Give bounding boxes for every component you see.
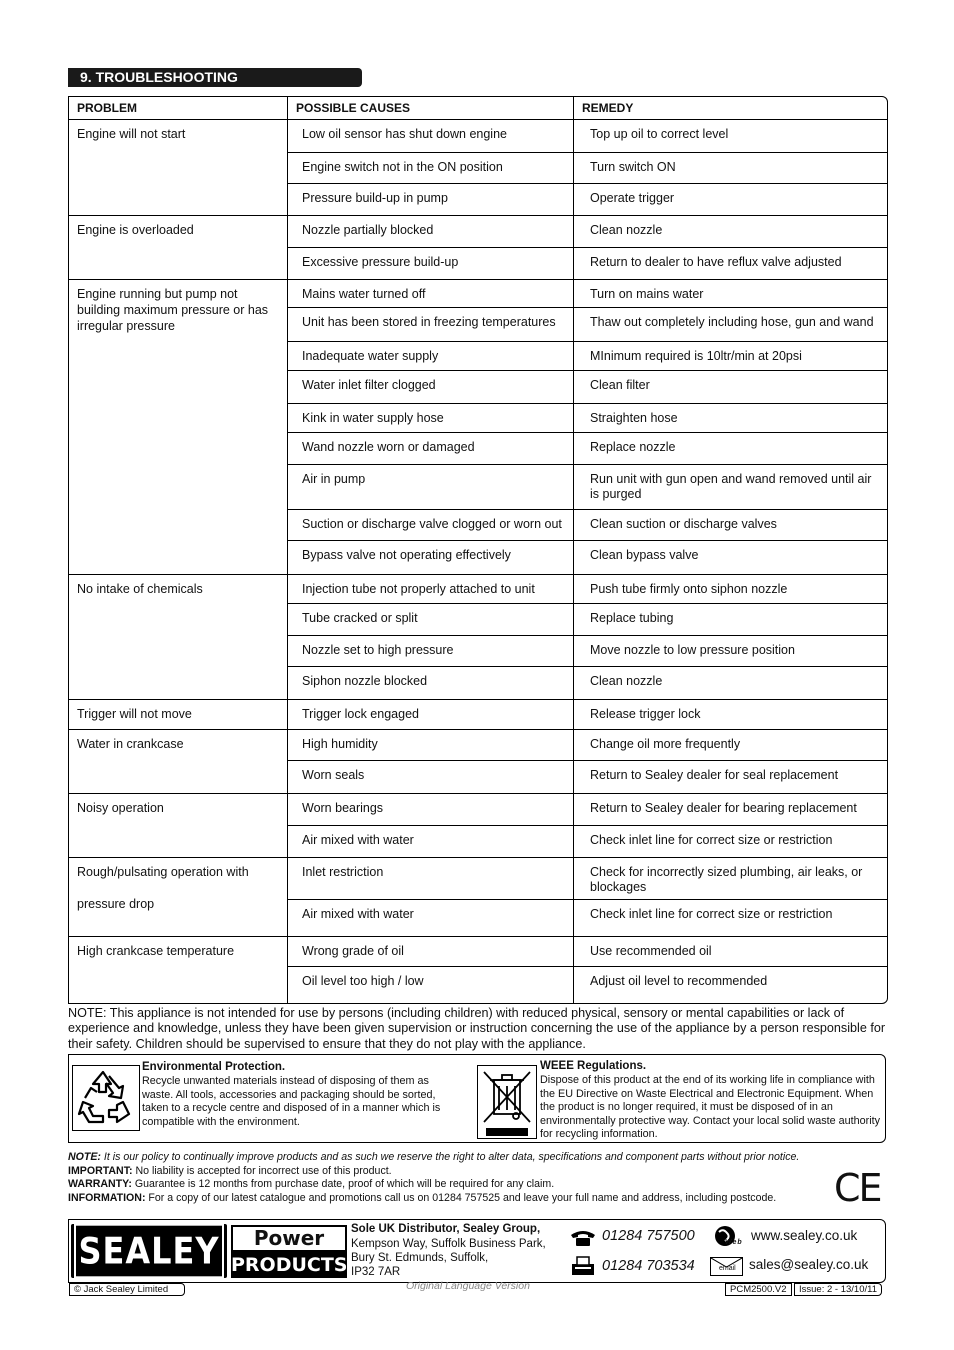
cause-cell: Siphon nozzle blocked	[288, 667, 574, 699]
weee-title: WEEE Regulations.	[540, 1060, 647, 1072]
remedy-cell: Straighten hose	[590, 411, 678, 425]
cause-cell: Air mixed with water	[288, 826, 574, 857]
warranty-line	[68, 1178, 848, 1192]
address-line-3: IP32 7AR	[351, 1266, 401, 1278]
language-note: Original Language Version	[406, 1280, 530, 1292]
table-row	[288, 248, 887, 279]
table-row	[288, 794, 887, 826]
cause-cell: Suction or discharge valve clogged or worn out	[288, 510, 574, 540]
address-line-1: Kempson Way, Suffolk Business Park,	[351, 1238, 546, 1250]
crossed-bin-icon	[477, 1065, 537, 1139]
table-row	[288, 700, 887, 729]
web-icon-label: Web	[725, 1239, 743, 1246]
section-title: 9. TROUBLESHOOTING	[80, 69, 238, 85]
table-row	[288, 433, 887, 465]
cause-remedy-rows	[288, 794, 887, 857]
address-line-2: Bury St. Edmunds, Suffolk,	[351, 1252, 489, 1264]
cause-cell: Water inlet filter clogged	[288, 371, 574, 403]
remedy-cell: MInimum required is 10ltr/min at 20psi	[590, 349, 802, 363]
header-causes: POSSIBLE CAUSES	[288, 97, 574, 119]
remedy-cell: Run unit with gun open and wand removed until air is purged	[590, 472, 872, 501]
disclaimers	[68, 1151, 848, 1205]
cause-cell: Oil level too high / low	[288, 967, 574, 1003]
cause-remedy-rows	[288, 937, 887, 1003]
recycle-icon	[72, 1065, 140, 1131]
table-row	[288, 575, 887, 604]
phone-number: 01284 757500	[602, 1228, 695, 1244]
remedy-cell: Operate trigger	[590, 191, 675, 205]
ce-mark: CE	[834, 1166, 881, 1210]
cause-cell: Pressure build-up in pump	[288, 184, 574, 215]
problem-group	[69, 858, 887, 937]
remedy-cell: Check for incorrectly sized plumbing, air leaks, or blockages	[590, 865, 863, 894]
table-row	[288, 153, 887, 184]
table-row	[288, 967, 887, 1003]
cause-cell: Bypass valve not operating effectively	[288, 541, 574, 574]
warranty-text: Guarantee is 12 months from purchase date, proof of which will be required for any claim.	[131, 1178, 555, 1191]
email-link[interactable]: sales@sealey.co.uk	[749, 1257, 869, 1272]
remedy-cell: Clean nozzle	[590, 223, 663, 237]
cause-cell: Worn seals	[288, 761, 574, 793]
remedy-cell: Adjust oil level to recommended	[590, 974, 768, 988]
table-row	[288, 216, 887, 248]
cause-remedy-rows	[288, 575, 887, 699]
table-row	[288, 184, 887, 215]
remedy-cell: Turn switch ON	[590, 160, 676, 174]
problem-group	[69, 937, 887, 1003]
header-remedy: REMEDY	[582, 101, 634, 115]
cause-cell: High humidity	[288, 730, 574, 760]
problem-group	[69, 700, 887, 730]
cause-cell: Inadequate water supply	[288, 342, 574, 370]
model-tag: PCM2500.V2	[725, 1283, 792, 1296]
table-row	[288, 826, 887, 857]
cause-cell: Injection tube not properly attached to unit	[288, 575, 574, 603]
remedy-cell: Release trigger lock	[590, 707, 701, 721]
table-row	[288, 342, 887, 371]
website-link[interactable]: www.sealey.co.uk	[751, 1228, 858, 1243]
table-row	[288, 510, 887, 541]
problem-group	[69, 216, 887, 280]
problem-cell: High crankcase temperature	[69, 937, 288, 1003]
problem-group	[69, 280, 887, 575]
environmental-text: Recycle unwanted materials instead of disposing of them as waste. All tools, accessories and packaging should be sorted, taken to a recycle centre and disposed of in a manner which is compatible with the environment.	[142, 1075, 441, 1128]
table-row	[288, 730, 887, 761]
problem-cell: Noisy operation	[69, 794, 288, 857]
troubleshooting-table	[68, 96, 888, 1004]
remedy-cell: Use recommended oil	[590, 944, 712, 958]
problem-cell: No intake of chemicals	[69, 575, 288, 699]
power-logo-text: Power	[231, 1225, 347, 1252]
table-row	[288, 371, 887, 404]
cause-remedy-rows	[288, 280, 887, 574]
remedy-cell: Change oil more frequently	[590, 737, 741, 751]
table-row	[288, 604, 887, 636]
remedy-cell: Check inlet line for correct size or restriction	[590, 907, 833, 921]
remedy-cell: Replace tubing	[590, 611, 674, 625]
phone-icon	[569, 1229, 597, 1247]
weee-text: Dispose of this product at the end of its working life in compliance with the EU Directive on Waste Electrical and Electronic Equipment. When the product is no longer required, it must be disposed of in an environmentally protective way. Contact your local solid waste authority for recycling information.	[540, 1074, 881, 1141]
cause-cell: Air in pump	[288, 465, 574, 509]
cause-cell: Engine switch not in the ON position	[288, 153, 574, 183]
table-header-row	[69, 97, 887, 120]
cause-cell: Low oil sensor has shut down engine	[288, 120, 574, 152]
products-logo-text: PRODUCTS	[231, 1254, 348, 1276]
important-line	[68, 1165, 848, 1179]
distributor-title: Sole UK Distributor, Sealey Group,	[351, 1223, 541, 1235]
table-row	[288, 636, 887, 667]
note-text: It is our policy to continually improve products and as such we reserve the right to alter data, specifications and component parts without prior notice.	[100, 1151, 800, 1163]
problem-group	[69, 575, 887, 700]
remedy-cell: Turn on mains water	[590, 287, 704, 301]
problem-cell: Engine is overloaded	[69, 216, 288, 279]
table-row	[288, 667, 887, 699]
remedy-cell: Return to Sealey dealer for seal replacement	[590, 768, 839, 782]
table-row	[288, 761, 887, 793]
cause-remedy-rows	[288, 700, 887, 729]
cause-cell: Kink in water supply hose	[288, 404, 574, 432]
issue-tag: Issue: 2 - 13/10/11	[794, 1283, 882, 1296]
remedy-cell: Clean suction or discharge valves	[590, 517, 777, 531]
cause-remedy-rows	[288, 120, 887, 215]
remedy-cell: Clean nozzle	[590, 674, 663, 688]
table-row	[288, 937, 887, 967]
information-text: For a copy of our latest catalogue and promotions call us on 01284 757525 and leave your full name and address, including postcode.	[145, 1191, 777, 1204]
problem-group	[69, 730, 887, 794]
information-line	[68, 1192, 848, 1206]
remedy-cell: Check inlet line for correct size or restriction	[590, 833, 833, 847]
header-problem: PROBLEM	[69, 97, 288, 119]
cause-cell: Wand nozzle worn or damaged	[288, 433, 574, 464]
web-globe-icon	[711, 1224, 745, 1250]
information-label: INFORMATION:	[68, 1191, 146, 1204]
important-text: No liability is accepted for incorrect use of this product.	[132, 1164, 392, 1177]
fax-icon	[569, 1256, 597, 1276]
sealey-logo-text: SEALEY	[74, 1223, 224, 1278]
email-envelope-icon	[710, 1257, 743, 1276]
fax-number: 01284 703534	[602, 1258, 695, 1274]
cause-cell: Tube cracked or split	[288, 604, 574, 635]
cause-cell: Excessive pressure build-up	[288, 248, 574, 279]
remedy-cell: Clean filter	[590, 378, 650, 392]
table-row	[288, 404, 887, 433]
note-label: NOTE:	[68, 1151, 101, 1163]
cause-remedy-rows	[288, 730, 887, 793]
table-row	[288, 308, 887, 342]
table-row	[288, 541, 887, 574]
cause-cell: Inlet restriction	[288, 858, 574, 899]
table-row	[288, 900, 887, 936]
problem-cell: Trigger will not move	[69, 700, 288, 729]
problem-group	[69, 794, 887, 858]
problem-cell: Water in crankcase	[69, 730, 288, 793]
problem-cell: Rough/pulsating operation with pressure drop	[69, 858, 288, 936]
remedy-cell: Return to dealer to have reflux valve adjusted	[590, 255, 842, 269]
cause-remedy-rows	[288, 216, 887, 279]
table-body	[69, 120, 887, 1003]
remedy-cell: Clean bypass valve	[590, 548, 699, 562]
table-row	[288, 465, 887, 510]
policy-note	[68, 1151, 848, 1165]
environmental-title: Environmental Protection.	[142, 1061, 286, 1073]
remedy-cell: Move nozzle to low pressure position	[590, 643, 795, 657]
warranty-label: WARRANTY:	[68, 1178, 132, 1191]
cause-cell: Air mixed with water	[288, 900, 574, 936]
table-row	[288, 280, 887, 308]
environment-weee-box	[68, 1054, 886, 1143]
cause-cell: Mains water turned off	[288, 280, 574, 307]
cause-cell: Nozzle partially blocked	[288, 216, 574, 247]
cause-cell: Unit has been stored in freezing temperatures	[288, 308, 574, 341]
cause-cell: Wrong grade of oil	[288, 937, 574, 966]
copyright-tag: © Jack Sealey Limited	[69, 1283, 185, 1296]
table-row	[288, 858, 887, 900]
cause-remedy-rows	[288, 858, 887, 936]
sealey-logo	[71, 1224, 227, 1278]
table-row	[288, 120, 887, 153]
cause-cell: Nozzle set to high pressure	[288, 636, 574, 666]
important-label: IMPORTANT:	[68, 1164, 133, 1177]
remedy-cell: Return to Sealey dealer for bearing replacement	[590, 801, 857, 815]
email-icon-label: email	[719, 1265, 736, 1272]
problem-cell: Engine will not start	[69, 120, 288, 215]
footer-box	[68, 1219, 886, 1283]
cause-cell: Worn bearings	[288, 794, 574, 825]
remedy-cell: Top up oil to correct level	[590, 127, 729, 141]
problem-group	[69, 120, 887, 216]
remedy-cell: Push tube firmly onto siphon nozzle	[590, 582, 788, 596]
safety-note: NOTE: This appliance is not intended for use by persons (including children) with reduced physical, sensory or mental capabilities or lack of experience and knowledge, unless they have been given supervision or instruction concerning the use of the appliance by a person responsible for their safety. Children should be supervised to ensure that they do not play with the appliance.	[68, 1006, 886, 1051]
cause-cell: Trigger lock engaged	[288, 700, 574, 729]
section-header	[68, 68, 362, 87]
problem-cell: Engine running but pump not building maximum pressure or has irregular pressure	[69, 280, 288, 574]
remedy-cell: Replace nozzle	[590, 440, 676, 454]
remedy-cell: Thaw out completely including hose, gun and wand	[590, 315, 874, 329]
